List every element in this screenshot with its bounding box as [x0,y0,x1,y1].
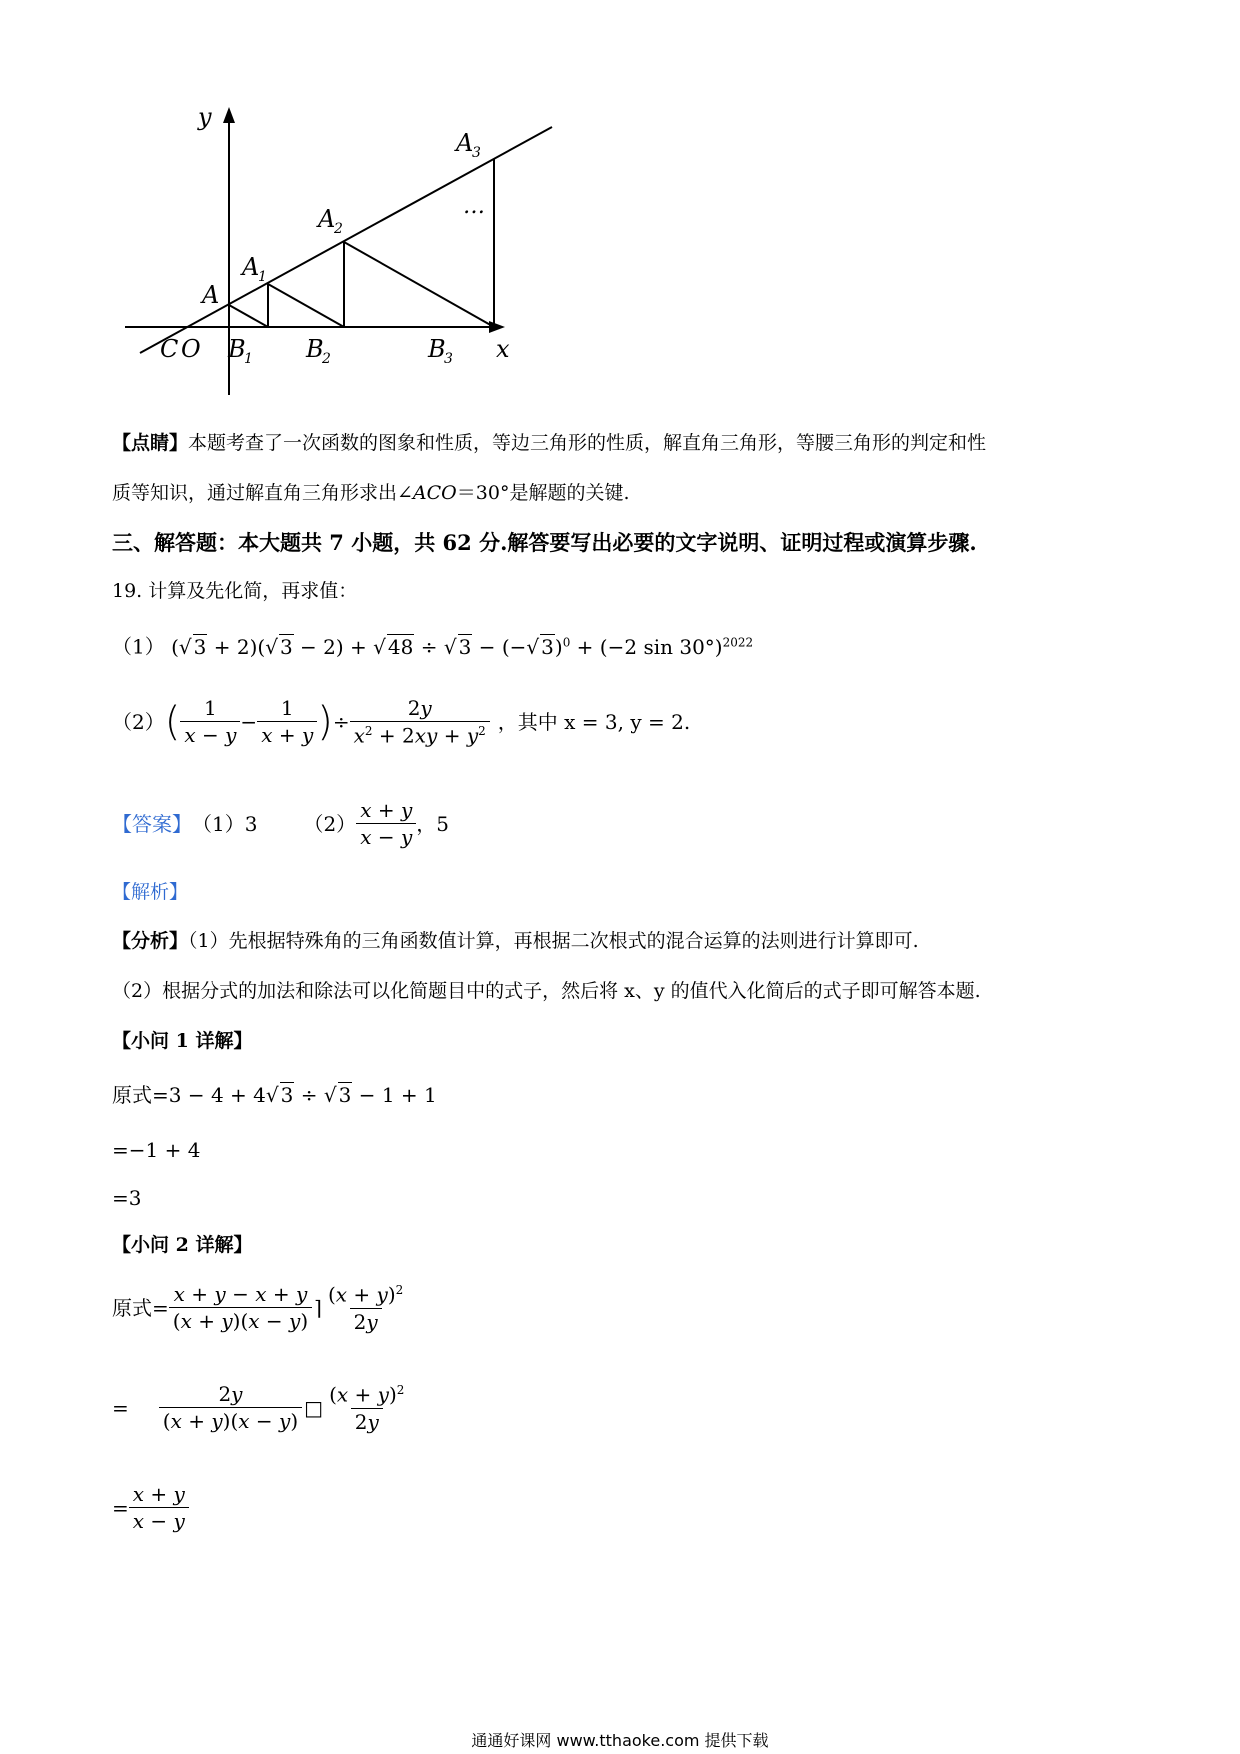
sub2-step1-frac1: $\frac{x + y - x + y}{(x + y)(x - y)}$ [169,1284,312,1331]
label-b1-sub: 1 [244,351,253,367]
x-axis-arrow [489,321,505,333]
label-b1: B [228,335,246,363]
label-y: y [198,103,212,131]
slanted-line [140,127,552,353]
fenxi-line1 [112,932,919,951]
label-b3-sub: 3 [444,351,453,367]
label-x: x [496,335,510,363]
sub2-step2-frac2: $\frac{(x + y)^2}{2y}$ [329,1382,405,1434]
sub1-step1 [112,1085,437,1105]
dianjing-tag: 【点睛】 [112,432,189,454]
q19-part1-label: （1） [112,634,165,659]
seg-a-b1 [229,305,268,327]
sub2-step2-pre: = [112,1395,129,1420]
coordinate-figure [110,95,580,400]
sub1-step1-expr: 3 − 4 + 4√ 3 ÷ √ 3 − 1 + 1 [168,1083,437,1107]
label-a3-sub: 3 [472,145,481,161]
label-a2-sub: 2 [334,221,343,237]
answer-part2-label: （2） [303,811,357,836]
dianjing-text2-post: ＝30°是解题的关键. [456,482,630,504]
q19-part2-label: （2） [112,709,165,734]
q19-part2 [112,698,690,746]
q19-part1-expr: (√ 3 + 2)(√ 3 − 2) + √ 48 ÷ √ 3 − (−√ 3)$^0$ + (−2 sin 30°)$^{2022}$ [171,634,754,659]
fenxi-text1: （1）先根据特殊角的三角函数值计算，再根据二次根式的混合运算的法则进行计算即可. [188,930,919,952]
page-footer: 通通好课网 www.tthaoke.com 提供下载 [471,1731,769,1750]
label-a: A [202,281,220,309]
sub2-step3-pre: = [112,1495,129,1520]
q19-part2-expr: ( $\frac{1}{x - y}$ − $\frac{1}{x + y}$ ) ÷ $\frac{2y}{x^2 + 2xy + y^2}$ [165,698,490,746]
q19-part1 [112,636,753,657]
answer-part1: （1）3 [192,811,258,836]
answer-value: ，5 [416,811,449,836]
answer-line [112,800,449,847]
sub2-step2: = $\frac{2y}{(x + y)(x - y)}$ □ $\frac{(x + y)^2}{2y}$ [112,1384,408,1432]
sub1-tag: 【小问 1 详解】 [112,1030,253,1052]
sub2-step3 [112,1484,189,1531]
seg-a1-b2 [268,284,344,327]
label-a1-sub: 1 [258,269,267,285]
sub2-step3-frac: $\frac{x + y}{x - y}$ [129,1484,189,1531]
q19-part2-condition: ，其中 x = 3, y = 2. [497,709,691,734]
sub1-step3: =3 [112,1186,142,1210]
y-axis-arrow [223,107,235,123]
fenxi-tag: 【分析】 [112,930,189,952]
label-b2: B [306,335,324,363]
sub2-tag: 【小问 2 详解】 [112,1234,253,1256]
sub1-step2: =−1 + 4 [112,1138,201,1162]
dianjing-text1: 本题考查了一次函数的图象和性质，等边三角形的性质，解直角三角形，等腰三角形的判定和性 [188,432,987,454]
label-a2: A [318,205,336,233]
sub2-step2-frac1: $\frac{2y}{(x + y)(x - y)}$ [159,1384,302,1431]
fenxi-line2: （2）根据分式的加法和除法可以化简题目中的式子，然后将 x、y 的值代入化简后的式子即可解答本题. [112,980,981,1002]
q19-stem: 19. 计算及先化简，再求值： [112,580,358,602]
sub1-step1-pre: 原式= [112,1083,169,1107]
dianjing-line2 [112,484,629,503]
sub2-step1: 原式= $\frac{x + y - x + y}{(x + y)(x - y)}$ ⌉ $\frac{(x + y)^2}{2y}$ [112,1284,407,1332]
figure-svg [110,95,580,400]
sub2-step1-frac2: $\frac{(x + y)^2}{2y}$ [327,1282,404,1334]
answer-fraction: $\frac{x + y}{x - y}$ [356,800,416,847]
label-b2-sub: 2 [322,351,331,367]
label-a3: A [456,129,474,157]
label-b3: B [428,335,446,363]
seg-a2-b3 [344,242,494,327]
answer-tag: 【答案】 [112,811,192,836]
dianjing-line1 [112,434,986,453]
section3-title: 三、解答题：本大题共 7 小题，共 62 分.解答要写出必要的文字说明、证明过程或演算步骤. [112,530,977,555]
dianjing-angle: ACO [412,482,457,504]
label-dots: … [463,194,485,219]
jiexi-tag: 【解析】 [112,881,189,903]
label-o: O [181,335,201,363]
sub2-step1-pre: 原式= [112,1295,169,1320]
label-a1: A [242,253,260,281]
label-c: C [160,335,179,363]
dianjing-text2-pre: 质等知识，通过解直角三角形求出∠ [112,482,413,504]
